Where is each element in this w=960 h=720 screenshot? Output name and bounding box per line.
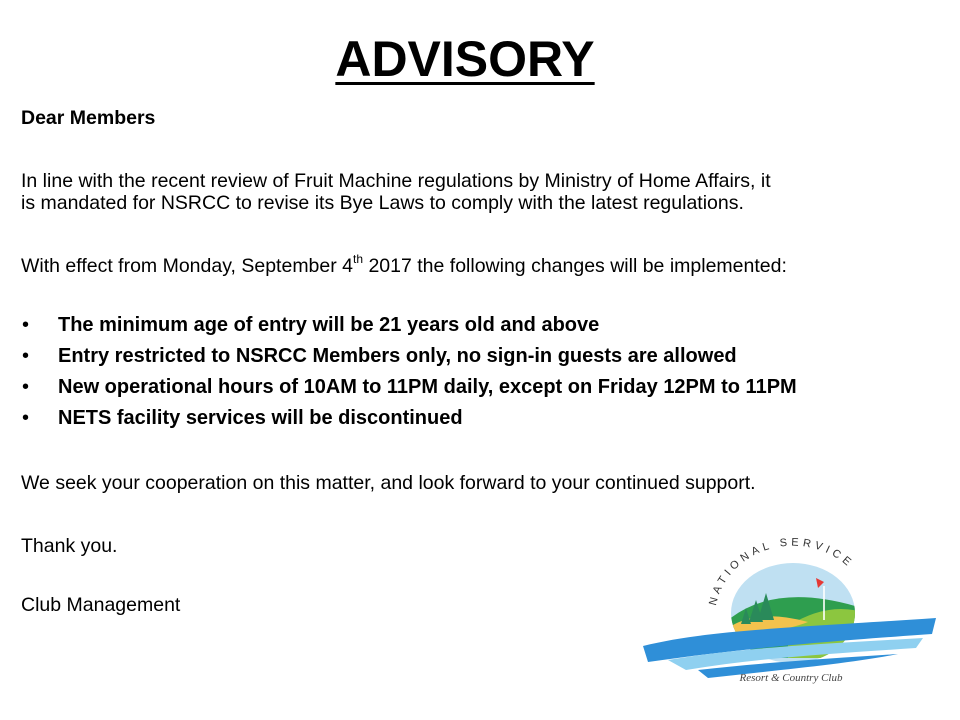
changes-list [21,313,956,437]
logo-arc-text: NATIONAL SERVICE [707,538,857,607]
thanks-text: Thank you. [21,535,118,557]
salutation: Dear Members [21,107,156,129]
list-item [21,406,956,437]
signature-text: Club Management [21,594,181,616]
change-text: New operational hours of 10AM to 11PM daily, except on Friday 12PM to 11PM [58,376,797,398]
change-text: Entry restricted to NSRCC Members only, no sign-in guests are allowed [58,345,737,367]
page-title: ADVISORY [335,31,595,87]
intro-line-1: In line with the recent review of Fruit Machine regulations by Ministry of Home Affairs, it [21,170,771,192]
effect-prefix: With effect from Monday, September 4 [21,255,354,277]
bullet-icon: • [22,314,30,336]
effect-suffix: 2017 the following changes will be implemented: [363,255,787,277]
logo-tagline: Resort & Country Club [739,672,843,684]
intro-line-2: is mandated for NSRCC to revise its Bye Laws to comply with the latest regulations. [21,192,744,214]
bullet-icon: • [22,376,30,398]
change-text: The minimum age of entry will be 21 years old and above [58,314,600,336]
effect-statement [21,251,946,277]
change-text: NETS facility services will be discontinued [58,407,463,429]
list-item [21,375,956,406]
intro-paragraph [21,170,946,214]
cooperation-text: We seek your cooperation on this matter, and look forward to your continued support. [21,472,756,494]
nsrcc-logo [638,538,940,693]
effect-ordinal-suffix: th [353,251,364,266]
bullet-icon: • [22,345,30,367]
list-item [21,344,956,375]
bullet-icon: • [22,407,30,429]
list-item [21,313,956,344]
